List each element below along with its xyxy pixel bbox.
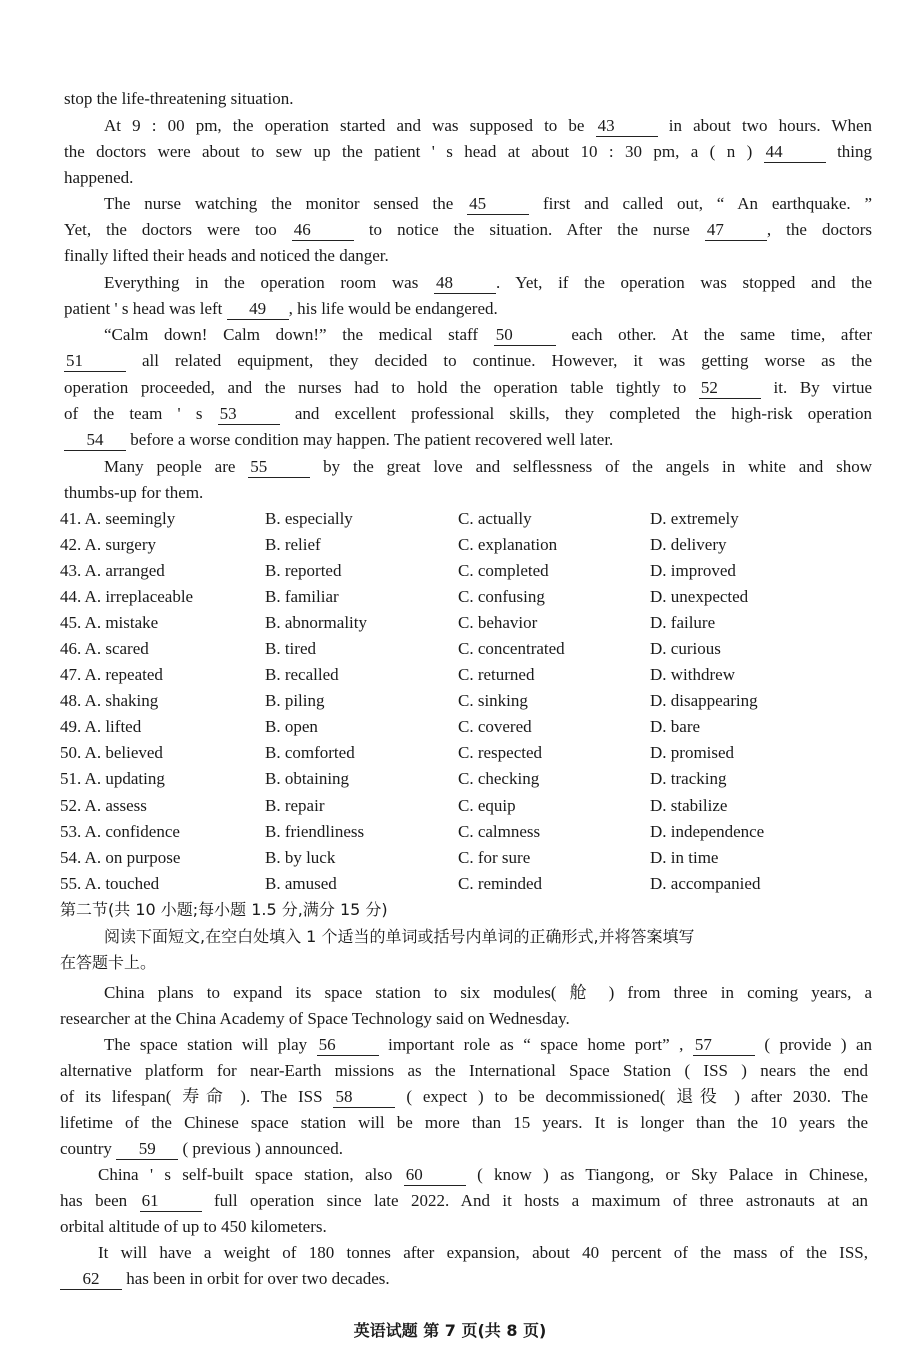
option-d[interactable]: D. promised (650, 743, 735, 762)
option-b[interactable]: B. especially (265, 509, 353, 528)
option-b[interactable]: B. abnormality (265, 613, 367, 632)
passage-line (104, 454, 872, 480)
text: by the great love and selflessness of the angels in white and show (323, 457, 873, 476)
option-b[interactable]: B. reported (265, 561, 342, 580)
text: happened. (64, 168, 134, 187)
option-c[interactable]: C. confusing (458, 587, 545, 606)
text: ( provide ) an (764, 1035, 873, 1054)
text: alternative platform for near-Earth missions as the International Space Station ( ISS ) nears the end (60, 1061, 868, 1080)
text: Yet, the doctors were too (64, 220, 277, 239)
blank-52[interactable]: 52 (699, 378, 761, 399)
option-c[interactable]: C. actually (458, 509, 532, 528)
text: patient ' s head was left (64, 299, 223, 318)
text: full operation since late 2022. And it hosts a maximum of three astronauts at an (214, 1191, 868, 1210)
text: the doctors were about to sew up the patient ' s head at about 10 : 30 pm, a ( n ) (64, 142, 753, 161)
text: in about two hours. When (668, 116, 873, 135)
passage-line (60, 1084, 868, 1110)
passage-line (64, 348, 872, 374)
option-a[interactable]: 55. A. touched (60, 874, 160, 893)
blank-54[interactable]: 54 (64, 430, 126, 451)
passage-line (104, 1032, 872, 1058)
option-b[interactable]: B. recalled (265, 665, 339, 684)
passage-line (64, 217, 872, 243)
option-c[interactable]: C. completed (458, 561, 549, 580)
option-c[interactable]: C. equip (458, 796, 516, 815)
option-c[interactable]: C. reminded (458, 874, 543, 893)
option-a[interactable]: 43. A. arranged (60, 561, 165, 580)
text: of the team ' s (64, 404, 203, 423)
text: Many people are (104, 457, 236, 476)
option-a[interactable]: 54. A. on purpose (60, 848, 181, 867)
option-c[interactable]: C. for sure (458, 848, 531, 867)
blank-50[interactable]: 50 (494, 325, 556, 346)
passage-line (60, 1110, 868, 1136)
text: has been (60, 1191, 128, 1210)
option-b[interactable]: B. familiar (265, 587, 339, 606)
passage-line (64, 480, 872, 506)
passage-line (60, 1006, 868, 1032)
option-b[interactable]: B. tired (265, 639, 316, 658)
instruction-line: 在答题卡上。 (60, 953, 157, 972)
text: Everything in the operation room was (104, 273, 419, 292)
option-b[interactable]: B. open (265, 717, 318, 736)
option-a[interactable]: 53. A. confidence (60, 822, 180, 841)
option-b[interactable]: B. piling (265, 691, 325, 710)
text: ( previous ) announced. (182, 1139, 343, 1158)
passage-line (64, 243, 872, 269)
blank-44[interactable]: 44 (764, 142, 826, 163)
page-footer: 英语试题 第 7 页(共 8 页) (353, 1321, 547, 1340)
passage-line (60, 1266, 868, 1292)
option-c[interactable]: C. covered (458, 717, 532, 736)
text: lifetime of the Chinese space station will be more than 15 years. It is longer than the 10 years the (60, 1113, 868, 1132)
passage-line (60, 1058, 868, 1084)
blank-55[interactable]: 55 (248, 457, 310, 478)
option-d[interactable]: D. disappearing (650, 691, 758, 710)
option-d[interactable]: D. in time (650, 848, 719, 867)
option-d[interactable]: D. bare (650, 717, 701, 736)
option-b[interactable]: B. amused (265, 874, 337, 893)
option-c[interactable]: C. respected (458, 743, 543, 762)
section-heading: 第二节(共 10 小题;每小题 1.5 分,满分 15 分) (60, 900, 388, 919)
passage-line (104, 980, 872, 1006)
option-d[interactable]: D. independence (650, 822, 765, 841)
passage-line (98, 1162, 868, 1188)
text: first and called out, “ An earthquake. ” (542, 194, 873, 213)
option-b[interactable]: B. relief (265, 535, 321, 554)
option-a[interactable]: 42. A. surgery (60, 535, 157, 554)
text: China plans to expand its space station to six modules( 舱 ) from three in coming years, a (104, 983, 872, 1002)
option-d[interactable]: D. stabilize (650, 796, 728, 815)
passage-line (104, 113, 872, 139)
option-c[interactable]: C. returned (458, 665, 535, 684)
blank-59[interactable]: 59 (116, 1139, 178, 1160)
option-a[interactable]: 47. A. repeated (60, 665, 163, 684)
option-c[interactable]: C. explanation (458, 535, 558, 554)
text: all related equipment, they decided to continue. However, it was getting worse as the (142, 351, 873, 370)
text: thumbs-up for them. (64, 483, 204, 502)
text: to notice the situation. After the nurse (368, 220, 690, 239)
passage-line (60, 1214, 868, 1240)
option-d[interactable]: D. accompanied (650, 874, 761, 893)
option-d[interactable]: D. curious (650, 639, 721, 658)
text: It will have a weight of 180 tonnes after expansion, about 40 percent of the mass of the ISS, (98, 1243, 868, 1262)
text: , his life would be endangered. (288, 299, 498, 318)
text: The space station will play (104, 1035, 308, 1054)
blank-56[interactable]: 56 (317, 1035, 379, 1056)
text: The nurse watching the monitor sensed the (104, 194, 454, 213)
text: . Yet, if the operation was stopped and the (496, 273, 873, 292)
option-d[interactable]: D. unexpected (650, 587, 749, 606)
option-b[interactable]: B. friendliness (265, 822, 365, 841)
option-c[interactable]: C. sinking (458, 691, 528, 710)
option-b[interactable]: B. repair (265, 796, 325, 815)
blank-45[interactable]: 45 (467, 194, 529, 215)
option-d[interactable]: D. failure (650, 613, 716, 632)
text: At 9 : 00 pm, the operation started and was supposed to be (104, 116, 585, 135)
text: important role as “ space home port” , (388, 1035, 684, 1054)
blank-47[interactable]: 47 (705, 220, 767, 241)
passage-line (64, 401, 872, 427)
option-a[interactable]: 51. A. updating (60, 769, 165, 788)
option-d[interactable]: D. tracking (650, 769, 727, 788)
blank-60[interactable]: 60 (404, 1165, 466, 1186)
option-d[interactable]: D. improved (650, 561, 736, 580)
passage-line (60, 1136, 868, 1162)
passage-line (98, 1240, 868, 1266)
text: researcher at the China Academy of Space Technology said on Wednesday. (60, 1009, 570, 1028)
text: “Calm down! Calm down!” the medical staff (104, 325, 479, 344)
text: it. By virtue (773, 378, 873, 397)
text: China ' s self-built space station, also (98, 1165, 393, 1184)
text: of its lifespan( 寿命 ). The ISS (60, 1087, 323, 1106)
option-a[interactable]: 52. A. assess (60, 796, 147, 815)
text: ( expect ) to be decommissioned( 退役 ) after 2030. The (406, 1087, 869, 1106)
text: ( know ) as Tiangong, or Sky Palace in Chinese, (477, 1165, 869, 1184)
blank-46[interactable]: 46 (292, 220, 354, 241)
option-c[interactable]: C. calmness (458, 822, 541, 841)
passage-line (64, 165, 872, 191)
option-a[interactable]: 46. A. scared (60, 639, 149, 658)
passage-line (64, 86, 872, 112)
option-a[interactable]: 45. A. mistake (60, 613, 159, 632)
option-b[interactable]: B. comforted (265, 743, 355, 762)
option-b[interactable]: B. by luck (265, 848, 336, 867)
passage-line (104, 191, 872, 217)
option-c[interactable]: C. checking (458, 769, 540, 788)
text: orbital altitude of up to 450 kilometers. (60, 1217, 327, 1236)
blank-58[interactable]: 58 (333, 1087, 395, 1108)
instruction-line: 阅读下面短文,在空白处填入 1 个适当的单词或括号内单词的正确形式,并将答案填写 (104, 927, 695, 946)
blank-48[interactable]: 48 (434, 273, 496, 294)
text: country (60, 1139, 112, 1158)
option-a[interactable]: 44. A. irreplaceable (60, 587, 194, 606)
passage-line (104, 270, 872, 296)
option-c[interactable]: C. concentrated (458, 639, 565, 658)
text: and excellent professional skills, they completed the high-risk operation (294, 404, 872, 423)
passage-line (64, 296, 872, 322)
blank-61[interactable]: 61 (140, 1191, 202, 1212)
text: each other. At the same time, after (571, 325, 873, 344)
option-d[interactable]: D. withdrew (650, 665, 735, 684)
text: , the doctors (766, 220, 872, 239)
text: operation proceeded, and the nurses had to hold the operation table tightly to (64, 378, 687, 397)
option-a[interactable]: 49. A. lifted (60, 717, 142, 736)
passage-line (64, 427, 872, 453)
text: thing (837, 142, 873, 161)
blank-53[interactable]: 53 (218, 404, 280, 425)
passage-line (64, 139, 872, 165)
text: has been in orbit for over two decades. (126, 1269, 390, 1288)
option-d[interactable]: D. extremely (650, 509, 739, 528)
passage-line (104, 322, 872, 348)
option-c[interactable]: C. behavior (458, 613, 538, 632)
blank-51[interactable]: 51 (64, 351, 126, 372)
passage-line (64, 375, 872, 401)
text: before a worse condition may happen. The patient recovered well later. (130, 430, 614, 449)
blank-57[interactable]: 57 (693, 1035, 755, 1056)
text: stop the life-threatening situation. (64, 89, 294, 108)
option-b[interactable]: B. obtaining (265, 769, 350, 788)
option-d[interactable]: D. delivery (650, 535, 727, 554)
blank-43[interactable]: 43 (596, 116, 658, 137)
text: finally lifted their heads and noticed the danger. (64, 246, 389, 265)
option-a[interactable]: 50. A. believed (60, 743, 163, 762)
option-a[interactable]: 48. A. shaking (60, 691, 159, 710)
option-a[interactable]: 41. A. seemingly (60, 509, 176, 528)
blank-49[interactable]: 49 (227, 299, 289, 320)
passage-line (60, 1188, 868, 1214)
blank-62[interactable]: 62 (60, 1269, 122, 1290)
